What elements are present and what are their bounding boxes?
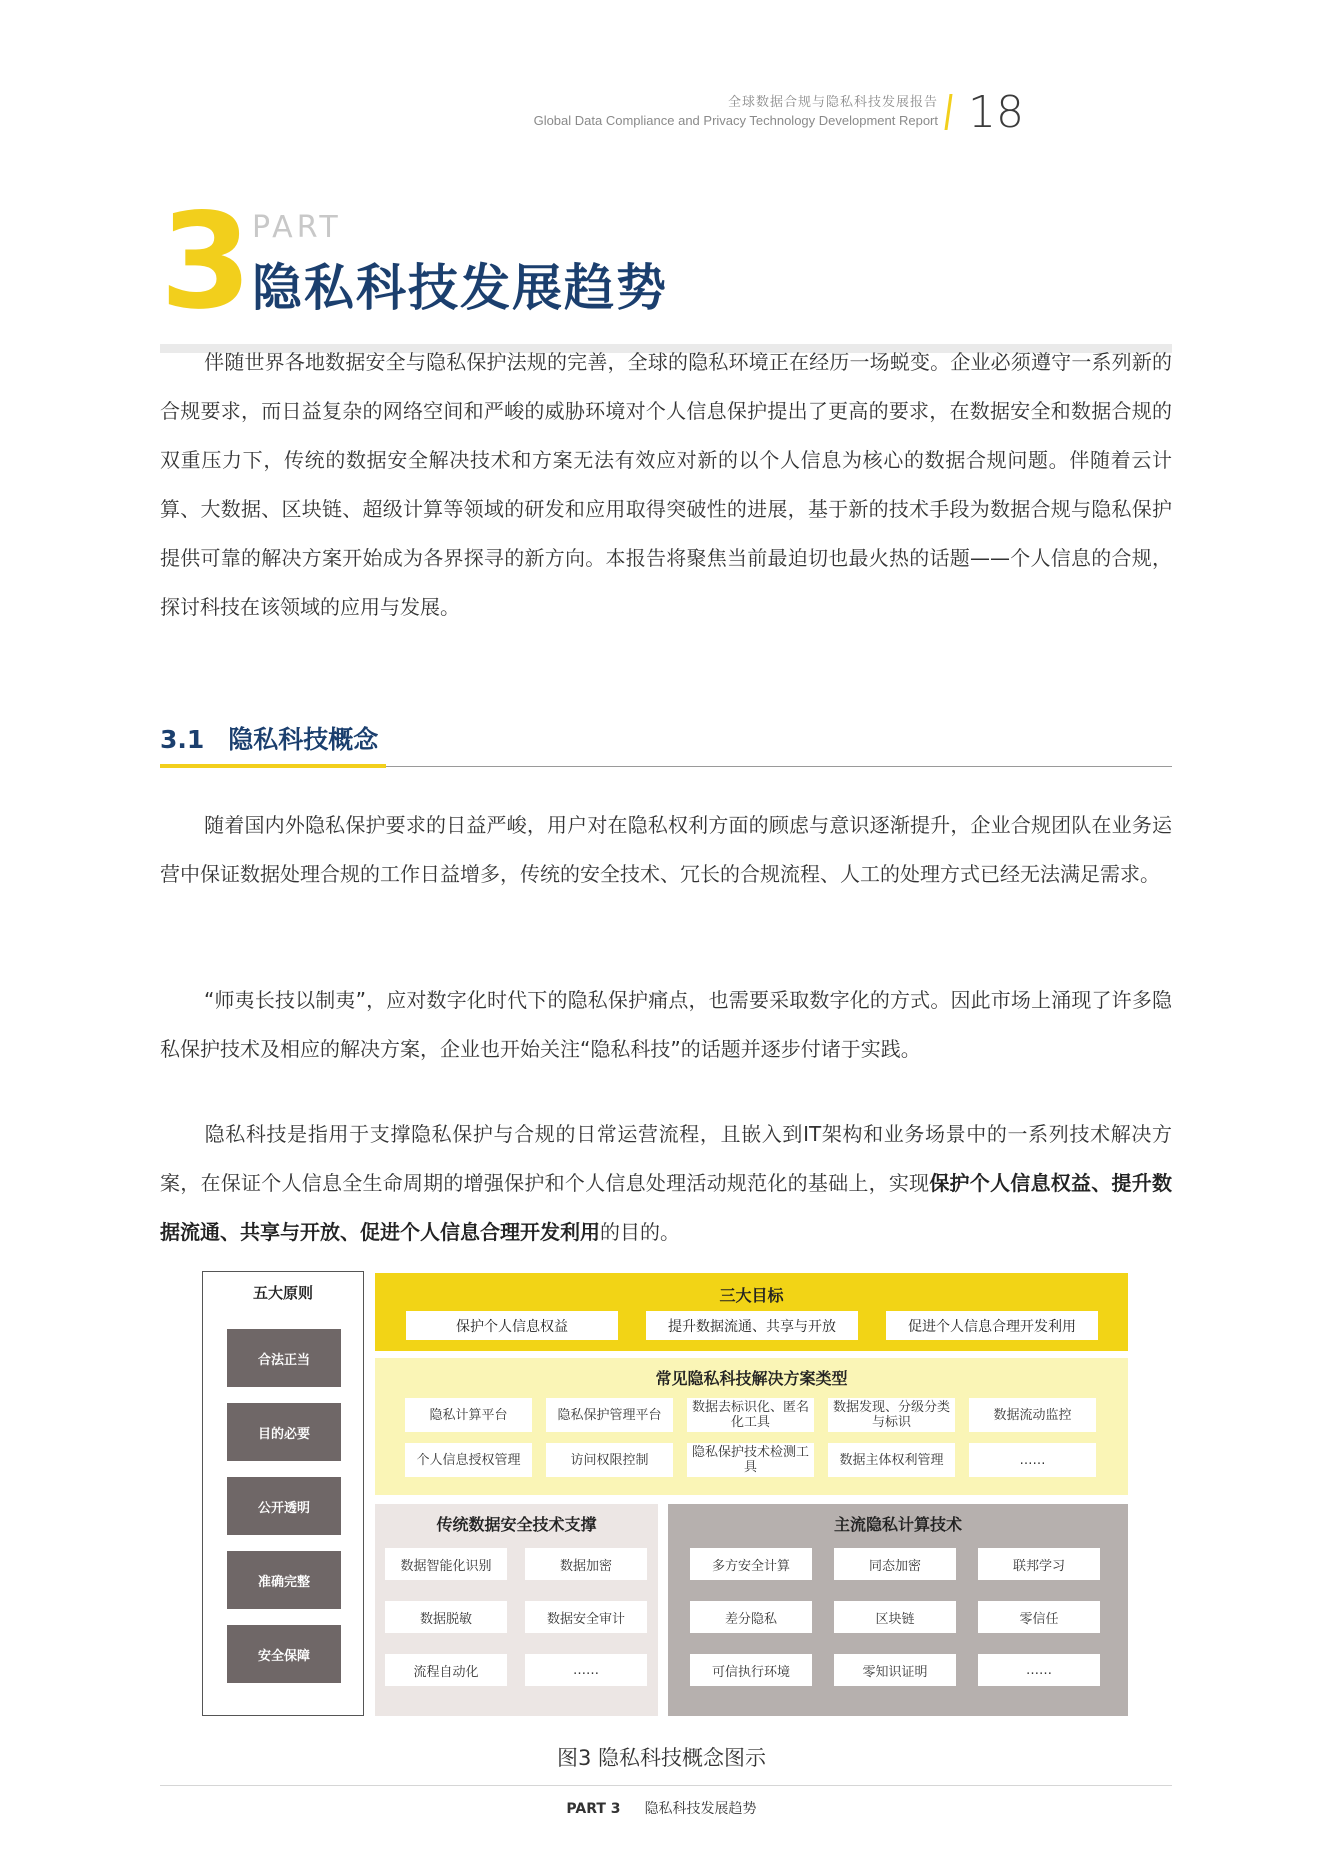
goals-title: 三大目标 [719, 1286, 784, 1305]
running-header [534, 94, 938, 130]
tech-item: 数据智能化识别 [385, 1548, 507, 1580]
section-paragraph-3 [160, 1110, 1172, 1257]
privacy-tech-concept-diagram [202, 1271, 1128, 1716]
tech-item: 零信任 [978, 1601, 1100, 1633]
page-number: 18 [968, 87, 1024, 138]
tech-item: 数据安全审计 [525, 1601, 647, 1633]
goal-item: 保护个人信息权益 [406, 1311, 618, 1340]
tech-item: 同态加密 [834, 1548, 956, 1580]
section-heading [160, 720, 378, 760]
tech-item: 联邦学习 [978, 1548, 1100, 1580]
solution-item: 数据流动监控 [969, 1398, 1096, 1432]
principle-item: 合法正当 [227, 1329, 341, 1387]
tech-item: 数据加密 [525, 1548, 647, 1580]
section-paragraph-1 [160, 801, 1172, 899]
mainstream-tech-box [668, 1504, 1128, 1716]
section-accent [160, 764, 386, 768]
footer-title: 隐私科技发展趋势 [644, 1801, 757, 1817]
principle-item: 准确完整 [227, 1551, 341, 1609]
part-title: 隐私科技发展趋势 [252, 259, 668, 317]
principle-item: 安全保障 [227, 1625, 341, 1683]
solution-item: 数据主体权利管理 [828, 1443, 955, 1477]
solution-item: 隐私计算平台 [405, 1398, 532, 1432]
solution-item: 数据去标识化、匿名化工具 [687, 1398, 814, 1432]
footer-part: PART 3 [566, 1801, 621, 1817]
part-number: 3 [160, 185, 252, 339]
section-paragraph-1-text: 随着国内外隐私保护要求的日益严峻，用户对在隐私权利方面的顾虑与意识逐渐提升，企业合规团队在业务运营中保证数据处理合规的工作日益增多，传统的安全技术、冗长的合规流程、人工的处理方式已经无法满足需求。 [160, 813, 1172, 886]
tech-item: 区块链 [834, 1601, 956, 1633]
section-paragraph-2-text: “师夷长技以制夷”，应对数字化时代下的隐私保护痛点，也需要采取数字化的方式。因此市场上涌现了许多隐私保护技术及相应的解决方案，企业也开始关注“隐私科技”的话题并逐步付诸于实践。 [160, 988, 1172, 1061]
traditional-tech-title: 传统数据安全技术支撑 [436, 1515, 597, 1534]
tech-item: …… [525, 1654, 647, 1686]
tech-item: 流程自动化 [385, 1654, 507, 1686]
principles-title: 五大原则 [252, 1284, 313, 1302]
page-footer [0, 1798, 1323, 1818]
tech-item: 可信执行环境 [690, 1654, 812, 1686]
goal-item: 促进个人信息合理开发利用 [886, 1311, 1098, 1340]
footer-rule [160, 1785, 1172, 1786]
goal-item: 提升数据流通、共享与开放 [646, 1311, 858, 1340]
mainstream-tech-title: 主流隐私计算技术 [833, 1515, 962, 1534]
section-number: 3.1 [160, 725, 205, 754]
header-divider [944, 94, 952, 130]
part-label: PART [252, 210, 342, 245]
principles-box [202, 1271, 364, 1716]
tech-item: 差分隐私 [690, 1601, 812, 1633]
traditional-tech-box [375, 1504, 658, 1716]
solutions-title: 常见隐私科技解决方案类型 [655, 1369, 848, 1388]
tech-item: …… [978, 1654, 1100, 1686]
solution-item: 访问权限控制 [546, 1443, 673, 1477]
section-paragraph-3-bold: 保护个人信息权益、提升数据流通、共享与开放、促进个人信息合理开发利用 [160, 1171, 1173, 1244]
section-paragraph-3-text: 隐私科技是指用于支撑隐私保护与合规的日常运营流程，且嵌入到IT架构和业务场景中的一系列技术解决方案，在保证个人信息全生命周期的增强保护和个人信息处理活动规范化的基础上，实现 [160, 1122, 1172, 1195]
solution-item: 数据发现、分级分类与标识 [828, 1398, 955, 1432]
goals-box [375, 1273, 1128, 1351]
section-title: 隐私科技概念 [228, 725, 379, 754]
tech-item: 多方安全计算 [690, 1548, 812, 1580]
section-paragraph-3-suffix: 的目的。 [600, 1220, 680, 1244]
solution-item: …… [969, 1443, 1096, 1477]
report-title-cn: 全球数据合规与隐私科技发展报告 [727, 95, 938, 110]
figure-caption: 图3 隐私科技概念图示 [556, 1746, 767, 1770]
intro-paragraph [160, 338, 1172, 632]
solution-item: 隐私保护技术检测工具 [687, 1443, 814, 1477]
section-paragraph-2 [160, 976, 1172, 1074]
solution-item: 隐私保护管理平台 [546, 1398, 673, 1432]
solutions-box [375, 1358, 1128, 1495]
report-title-en: Global Data Compliance and Privacy Technology Development Report [533, 113, 938, 128]
tech-item: 零知识证明 [834, 1654, 956, 1686]
solution-item: 个人信息授权管理 [405, 1443, 532, 1477]
principle-item: 公开透明 [227, 1477, 341, 1535]
principle-item: 目的必要 [227, 1403, 341, 1461]
intro-paragraph-text: 伴随世界各地数据安全与隐私保护法规的完善，全球的隐私环境正在经历一场蜕变。企业必须遵守一系列新的合规要求，而日益复杂的网络空间和严峻的威胁环境对个人信息保护提出了更高的要求，在数据安全和数据合规的双重压力下，传统的数据安全解决技术和方案无法有效应对新的以个人信息为核心的数据合规问题。伴随着云计算、大数据、区块链、超级计算等领域的研发和应用取得突破性的进展，基于新的技术手段为数据合规与隐私保护提供可靠的解决方案开始成为各界探寻的新方向。本报告将聚焦当前最迫切也最火热的话题——个人信息的合规，探讨科技在该领域的应用与发展。 [160, 350, 1172, 619]
tech-item: 数据脱敏 [385, 1601, 507, 1633]
